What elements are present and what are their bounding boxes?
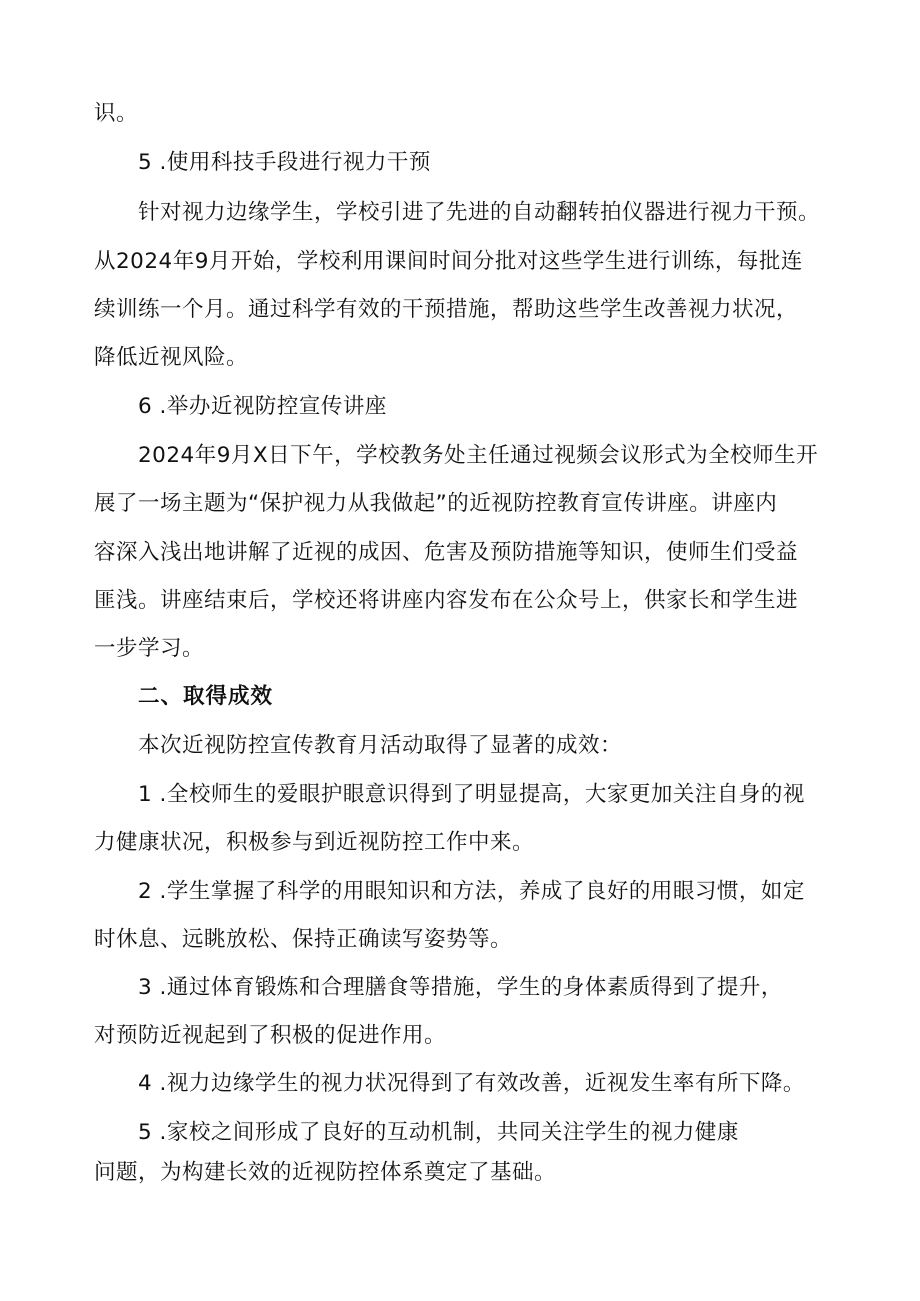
paragraph-line: 2024年9月X日下午，学校教务处主任通过视频会议形式为全校师生开 (138, 443, 819, 468)
paragraph-line: 问题，为构建长效的近视防控体系奠定了基础。 (94, 1160, 557, 1185)
list-item: 2 .学生掌握了科学的用眼知识和方法，养成了良好的用眼习惯，如定 (138, 879, 805, 904)
paragraph-line: 降低近视风险。 (94, 345, 249, 370)
paragraph-line: 从2024年9月开始，学校利用课间时间分批对这些学生进行训练，每批连 (94, 249, 803, 274)
paragraph-line: 对预防近视起到了积极的促进作用。 (94, 1023, 447, 1048)
list-item: 3 .通过体育锻炼和合理膳食等措施，学生的身体素质得到了提升， (138, 975, 783, 1000)
paragraph-line: 匪浅。讲座结束后，学校还将讲座内容发布在公众号上，供家长和学生进 (94, 588, 799, 613)
paragraph-line: 续训练一个月。通过科学有效的干预措施，帮助这些学生改善视力状况， (94, 297, 799, 322)
subsection-heading: 5 .使用科技手段进行视力干预 (138, 150, 431, 175)
paragraph-line: 容深入浅出地讲解了近视的成因、危害及预防措施等知识，使师生们受益 (94, 540, 799, 565)
paragraph-line: 识。 (94, 101, 139, 126)
paragraph-line: 一步学习。 (94, 636, 205, 661)
subsection-heading: 6 .举办近视防控宣传讲座 (138, 394, 387, 419)
paragraph-line: 力健康状况，积极参与到近视防控工作中来。 (94, 830, 535, 855)
list-item: 1 .全校师生的爱眼护眼意识得到了明显提高，大家更加关注自身的视 (138, 782, 805, 807)
paragraph-line: 针对视力边缘学生，学校引进了先进的自动翻转拍仪器进行视力干预。 (138, 200, 821, 225)
section-heading: 二、取得成效 (138, 684, 274, 709)
list-item: 4 .视力边缘学生的视力状况得到了有效改善，近视发生率有所下降。 (138, 1071, 805, 1096)
paragraph-line: 展了一场主题为“保护视力从我做起”的近视防控教育宣传讲座。讲座内 (94, 491, 778, 516)
list-item: 5 .家校之间形成了良好的互动机制，共同关注学生的视力健康 (138, 1120, 739, 1145)
paragraph-line: 时休息、远眺放松、保持正确读写姿势等。 (94, 927, 513, 952)
paragraph-line: 本次近视防控宣传教育月活动取得了显著的成效： (138, 733, 623, 758)
